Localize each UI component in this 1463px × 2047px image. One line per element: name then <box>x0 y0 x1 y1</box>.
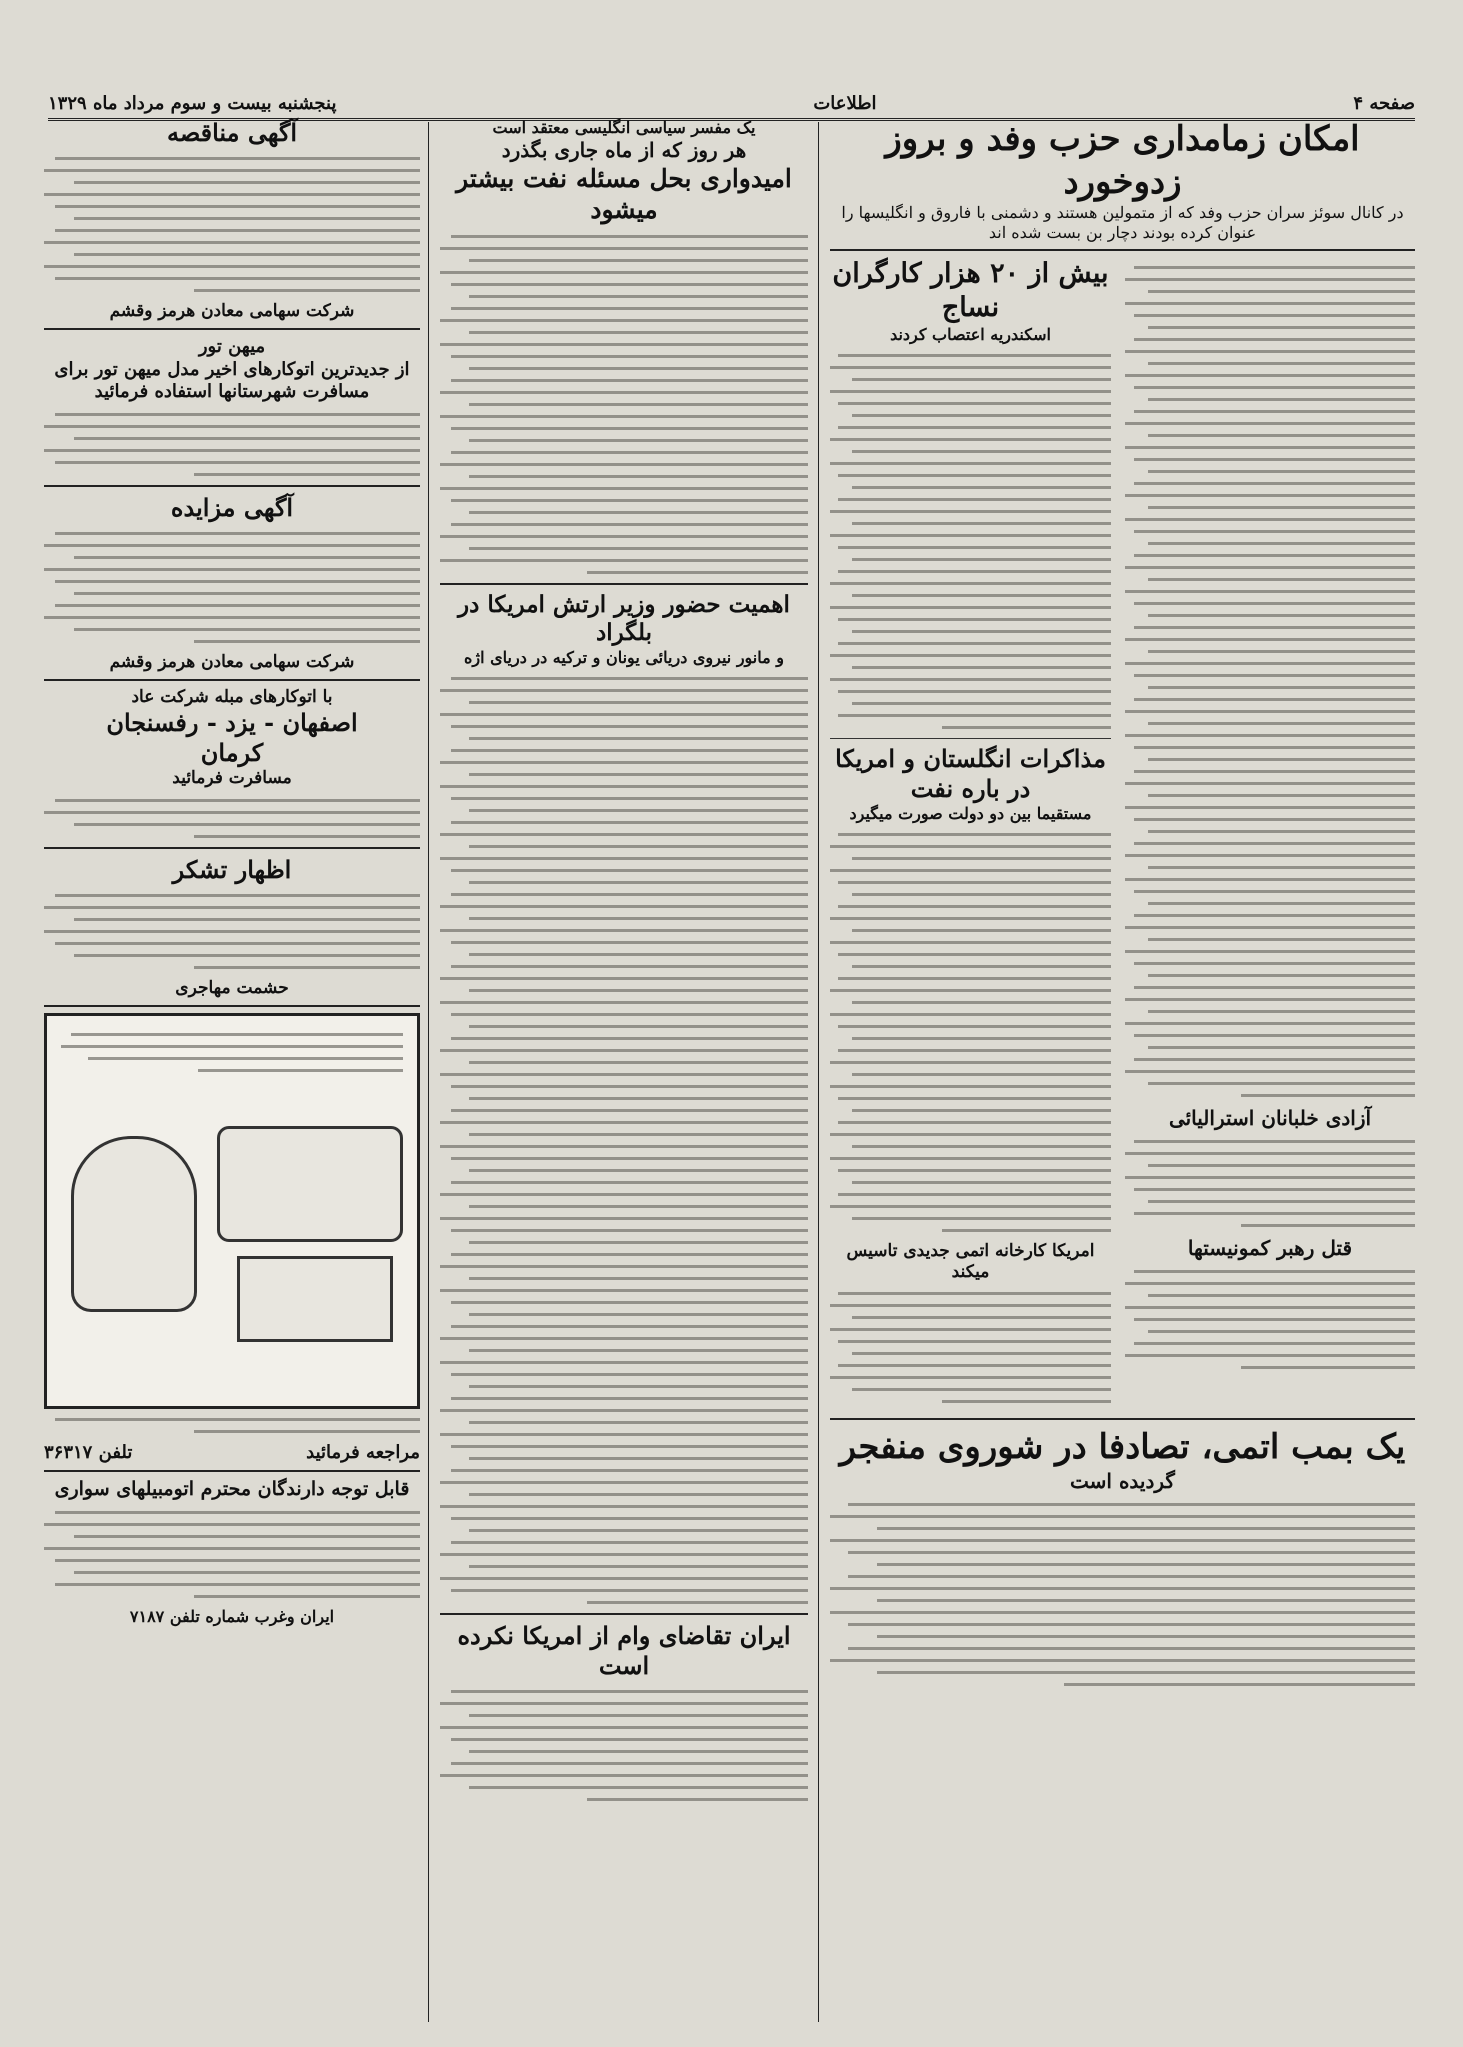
headline-oil-month: هر روز که از ماه جاری بگذرد <box>501 138 747 162</box>
ad-car-title: قابل توجه دارندگان محترم اتومبیلهای سواری <box>54 1478 410 1501</box>
ad-bus-title: با اتوکارهای مبله شرکت عاد <box>131 687 333 707</box>
headline-textile-workers: بیش از ۲۰ هزار کارگران نساج <box>832 258 1109 323</box>
ad-car-owners <box>44 1478 420 1627</box>
headline-wafd: امکان زمامداری حزب وفد و بروز زدوخورد <box>885 119 1360 202</box>
ad-bus-city: کرمان <box>200 738 264 768</box>
headline-iran-loan: ایران تقاضای وام از امریکا نکرده است <box>457 1621 791 1680</box>
column-right <box>830 118 1415 1695</box>
ad-thanks-title: اظهار تشکر <box>172 854 292 884</box>
column-rule <box>818 122 819 2022</box>
headline-textile-sub: اسکندریه اعتصاب کردند <box>890 324 1051 344</box>
ad-mihantour <box>44 336 420 476</box>
headline-oil-talks-sub: مستقیما بین دو دولت صورت میگیرد <box>849 803 1092 823</box>
headline-oil-talks: مذاکرات انگلستان و امریکا در باره نفت <box>835 743 1106 803</box>
issue-date: پنجشنبه بیست و سوم مرداد ماه ۱۳۲۹ <box>48 93 337 114</box>
ad-auction-title: آگهی مزایده <box>170 492 294 522</box>
body-text <box>1125 266 1415 1097</box>
headline-atomic-plant: امریکا کارخانه اتمی جدیدی تاسیس میکند <box>846 1240 1095 1282</box>
ad-thanks <box>44 855 420 999</box>
masthead <box>48 78 1415 121</box>
column-middle <box>440 118 808 1810</box>
ad-tender-title: آگهی مناقصه <box>166 118 298 147</box>
page-number: صفحه ۴ <box>1353 93 1415 114</box>
ad-bus-route: اصفهان - یزد - رفسنجان <box>106 708 358 738</box>
ad-tiles-phone: تلفن ۳۶۳۱۷ <box>44 1441 133 1463</box>
ad-auction-sign: شرکت سهامی معادن هرمز وقشم <box>109 651 355 672</box>
column-ads <box>44 118 420 1627</box>
ad-tiles-call: مراجعه فرمائید <box>306 1441 420 1463</box>
ad-auction <box>44 493 420 673</box>
headline-belgrade: اهمیت حضور وزیر ارتش امریکا در بلگراد <box>458 590 790 647</box>
kicker-oil: یک مفسر سیاسی انگلیسی معتقد است <box>492 118 756 137</box>
ad-car-sign: ایران وغرب شماره تلفن ۷۱۸۷ <box>129 1607 335 1626</box>
headline-atomic-bomb: یک بمب اتمی، تصادفا در شوروی منفجر <box>839 1427 1406 1467</box>
column-rule <box>428 122 429 2022</box>
tile-grid-illustration <box>237 1256 393 1342</box>
headline-wafd-sub: در کانال سوئز سران حزب وفد که از متمولین هستند و دشمنی با فاروق و انگلیسها را عنوان کرده بودند دچار بن بست شده اند <box>841 203 1404 242</box>
headline-atomic-bomb-sub: گردیده است <box>1070 1468 1175 1493</box>
sink-illustration <box>217 1126 403 1242</box>
paper-name: اطلاعات <box>813 93 877 114</box>
ad-bus-call: مسافرت فرمائید <box>172 768 292 789</box>
ad-tiles-image <box>44 1013 420 1409</box>
headline-oil-hope: امیدواری بحل مسئله نفت بیشتر میشود <box>456 164 792 225</box>
headline-belgrade-sub: و مانور نیروی دریائی یونان و ترکیه در دریای اژه <box>463 648 784 667</box>
ad-tender <box>44 118 420 322</box>
headline-communist-leader: قتل رهبر کمونیستها <box>1187 1236 1353 1260</box>
ad-thanks-sign: حشمت مهاجری <box>175 977 289 998</box>
ad-tender-sign: شرکت سهامی معادن هرمز وقشم <box>109 301 355 321</box>
ad-mihantour-logo: میهن تور <box>198 336 266 358</box>
ad-bus <box>44 687 420 838</box>
headline-australian-pilots: آزادی خلبانان استرالیائی <box>1168 1106 1372 1130</box>
toilet-illustration <box>71 1136 197 1312</box>
ad-mihantour-title: از جدیدترین اتوکارهای اخیر مدل میهن تور برای مسافرت شهرستانها استفاده فرمائید <box>54 358 410 403</box>
